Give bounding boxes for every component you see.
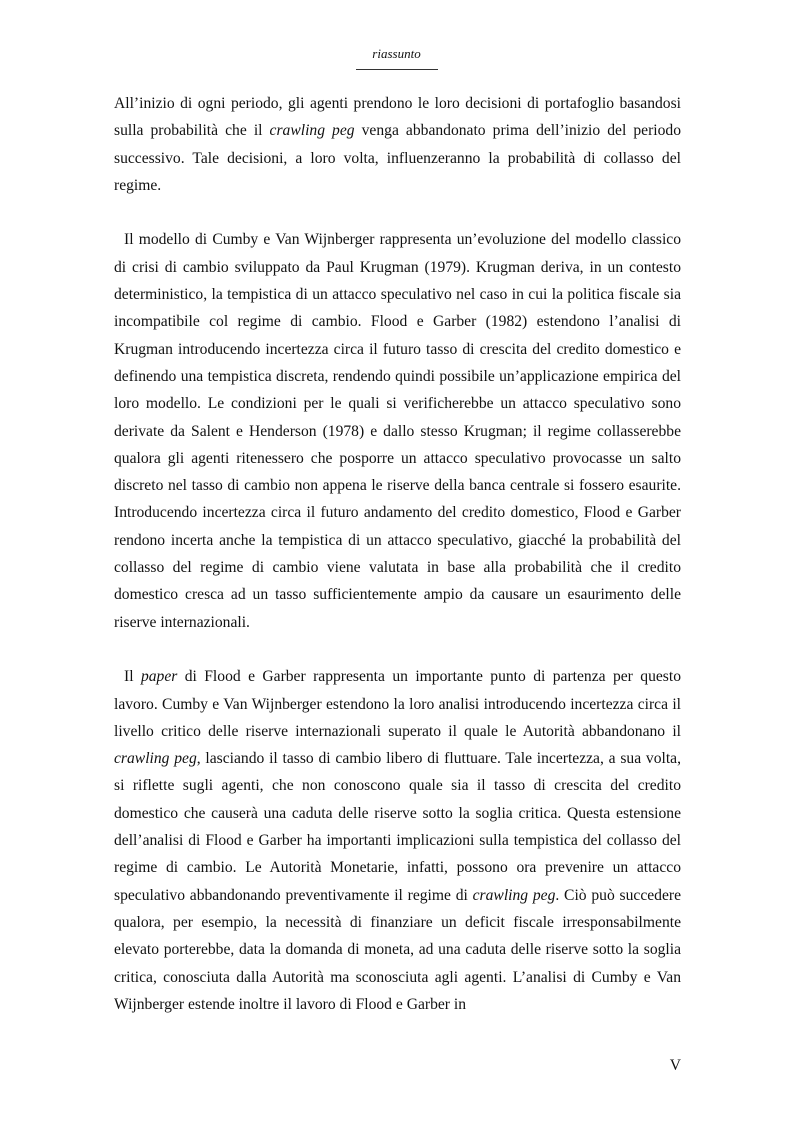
term-paper: paper xyxy=(140,668,178,686)
paragraph-3-text: Il xyxy=(124,668,141,686)
paragraph-2 xyxy=(114,226,681,635)
term-crawling-peg: crawling peg xyxy=(269,122,355,140)
term-crawling-peg: crawling peg xyxy=(472,886,556,904)
paragraph-1-text: venga abbandonato prima dell’inizio del periodo successivo. Tale decisioni, a loro volta, influenzeranno la probabilità di collasso del regime. xyxy=(114,122,681,194)
paragraph-3-text: , lasciando il tasso di cambio libero di fluttuare. Tale incertezza, a sua volta, si riflette sugli agenti, che non conoscono quale sia il tasso di crescita del credito domestico che causerà una caduta delle riserve sotto la soglia critica. Questa estensione dell’analisi di Flood e Garber ha importanti implicazioni sulla tempistica del collasso del regime di cambio. Le Autorità Monetarie, infatti, possono ora prevenire un attacco speculativo abbandonando preventivamente il regime di xyxy=(114,750,681,904)
paragraph-2-text: Il modello di Cumby e Van Wijnberger rappresenta un’evoluzione del modello classico di crisi di cambio sviluppato da Paul Krugman (1979). Krugman deriva, in un contesto deterministico, la tempistica di un attacco speculativo nel caso in cui la politica fiscale sia incompatibile col regime di cambio. Flood e Garber (1982) estendono l’analisi di Krugman introducendo incertezza circa il futuro tasso di crescita del credito domestico e definendo una tempistica discreta, rendendo quindi possibile un’applicazione empirica del loro modello. Le condizioni per le quali si verificherebbe un attacco speculativo sono derivate da Salent e Henderson (1978) e dallo stesso Krugman; il regime collasserebbe qualora gli agenti ritenessero che posporre un attacco speculativo provocasse un salto discreto nel tasso di cambio non appena le riserve della banca centrale si fossero esaurite. Introducendo incertezza circa il futuro andamento del credito domestico, Flood e Garber rendono incerta anche la tempistica di un attacco speculativo, giacché la probabilità del collasso del regime di cambio viene valutata in base alla probabilità che il credito domestico cresca ad un tasso sufficientemente ampio da causare un esaurimento delle riserve internazionali. xyxy=(114,231,681,631)
header-rule xyxy=(356,69,438,70)
running-header: riassunto xyxy=(372,46,421,61)
term-crawling-peg: crawling peg xyxy=(114,750,197,768)
paragraph-3-text: di Flood e Garber rappresenta un importante punto di partenza per questo lavoro. Cumby e Van Wijnberger estendono la loro analisi introducendo incertezza circa il livello critico delle riserve internazionali superato il quale le Autorità abbandonano il xyxy=(114,668,681,740)
paragraph-1 xyxy=(114,90,681,199)
body-text xyxy=(114,90,681,1018)
paragraph-3 xyxy=(114,663,681,1018)
page-number: V xyxy=(669,1057,681,1074)
paragraph-1-text: All’inizio di ogni periodo, gli agenti prendono le loro decisioni di portafoglio basandosi sulla probabilità che il xyxy=(114,95,681,140)
paragraph-3-text: . Ciò può succedere qualora, per esempio, la necessità di finanziare un deficit fiscale irresponsabilmente elevato porterebbe, data la domanda di moneta, ad una caduta delle riserve sotto la soglia critica, conosciuta dalla Autorità ma sconosciuta agli agenti. L’analisi di Cumby e Van Wijnberger estende inoltre il lavoro di Flood e Garber in xyxy=(114,886,681,1013)
